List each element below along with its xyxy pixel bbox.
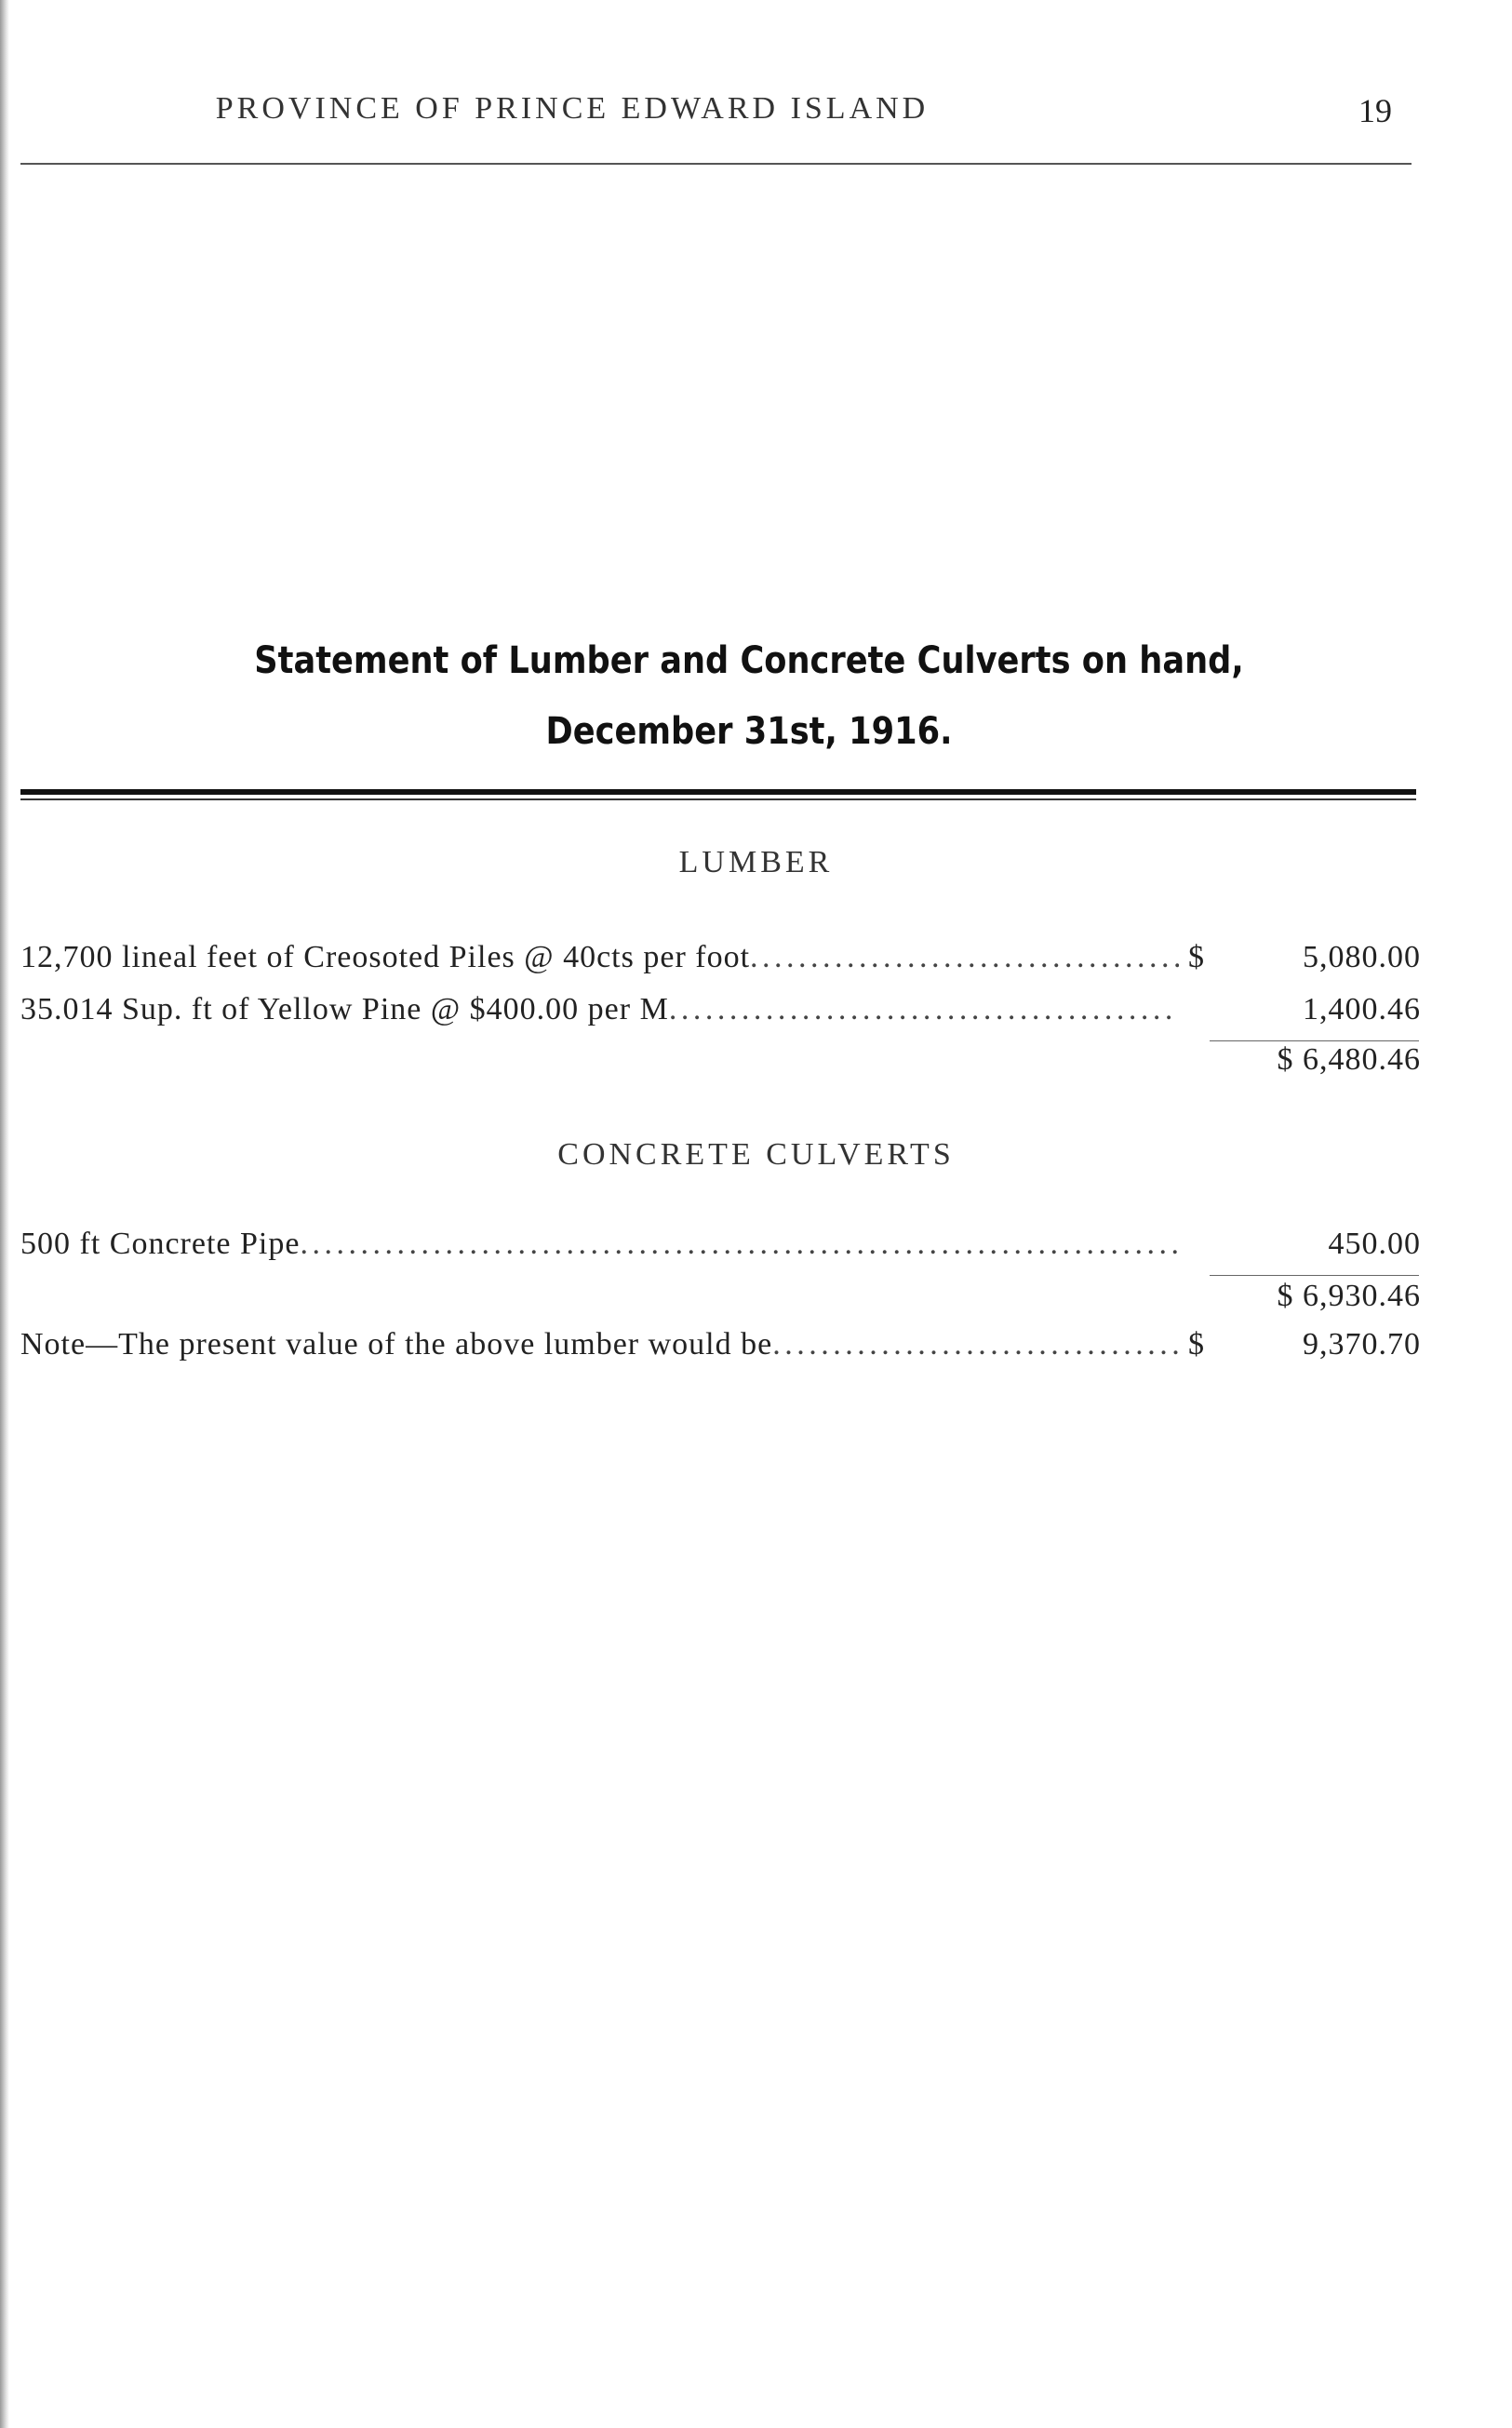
running-header: PROVINCE OF PRINCE EDWARD ISLAND (215, 91, 930, 126)
row-amount: 5,080.00 (1303, 940, 1421, 974)
subtotal-rule (1210, 1040, 1419, 1041)
title-line-1: Statement of Lumber and Concrete Culverts on hand, (254, 639, 1244, 682)
title-rule-thin (20, 798, 1416, 800)
lumber-subtotal: $ 6,480.46 (1277, 1042, 1421, 1077)
note-row-present-value (20, 1327, 1421, 1370)
title-line-2: December 31st, 1916. (545, 710, 953, 753)
ledger-row-creosoted-piles (20, 940, 1421, 983)
dot-leader (772, 1327, 1179, 1362)
header-rule (20, 163, 1412, 165)
row-description: 500 ft Concrete Pipe (20, 1227, 301, 1261)
page-edge-shadow (0, 0, 9, 2428)
dollar-sign: $ (1188, 940, 1204, 974)
note-amount: 9,370.70 (1303, 1327, 1421, 1362)
row-description: 12,700 lineal feet of Creosoted Piles @ 40cts per foot (20, 940, 751, 974)
dollar-sign: $ (1188, 1327, 1204, 1362)
dot-leader (300, 1227, 1179, 1262)
row-description: 35.014 Sup. ft of Yellow Pine @ $400.00 per M (20, 992, 669, 1026)
culverts-heading: CONCRETE CULVERTS (557, 1137, 955, 1172)
dot-leader (669, 992, 1179, 1027)
lumber-heading: LUMBER (678, 845, 834, 879)
page-number: 19 (1358, 92, 1392, 129)
grand-total: $ 6,930.46 (1277, 1279, 1421, 1313)
row-amount: 450.00 (1328, 1227, 1421, 1261)
total-rule (1210, 1275, 1419, 1276)
title-rule-thick (20, 789, 1416, 795)
statement-title (172, 625, 1327, 767)
ledger-row-yellow-pine (20, 992, 1421, 1035)
dot-leader (750, 940, 1179, 975)
row-amount: 1,400.46 (1303, 992, 1421, 1026)
ledger-row-concrete-pipe (20, 1227, 1421, 1269)
note-description: Note—The present value of the above lumber would be (20, 1327, 773, 1362)
